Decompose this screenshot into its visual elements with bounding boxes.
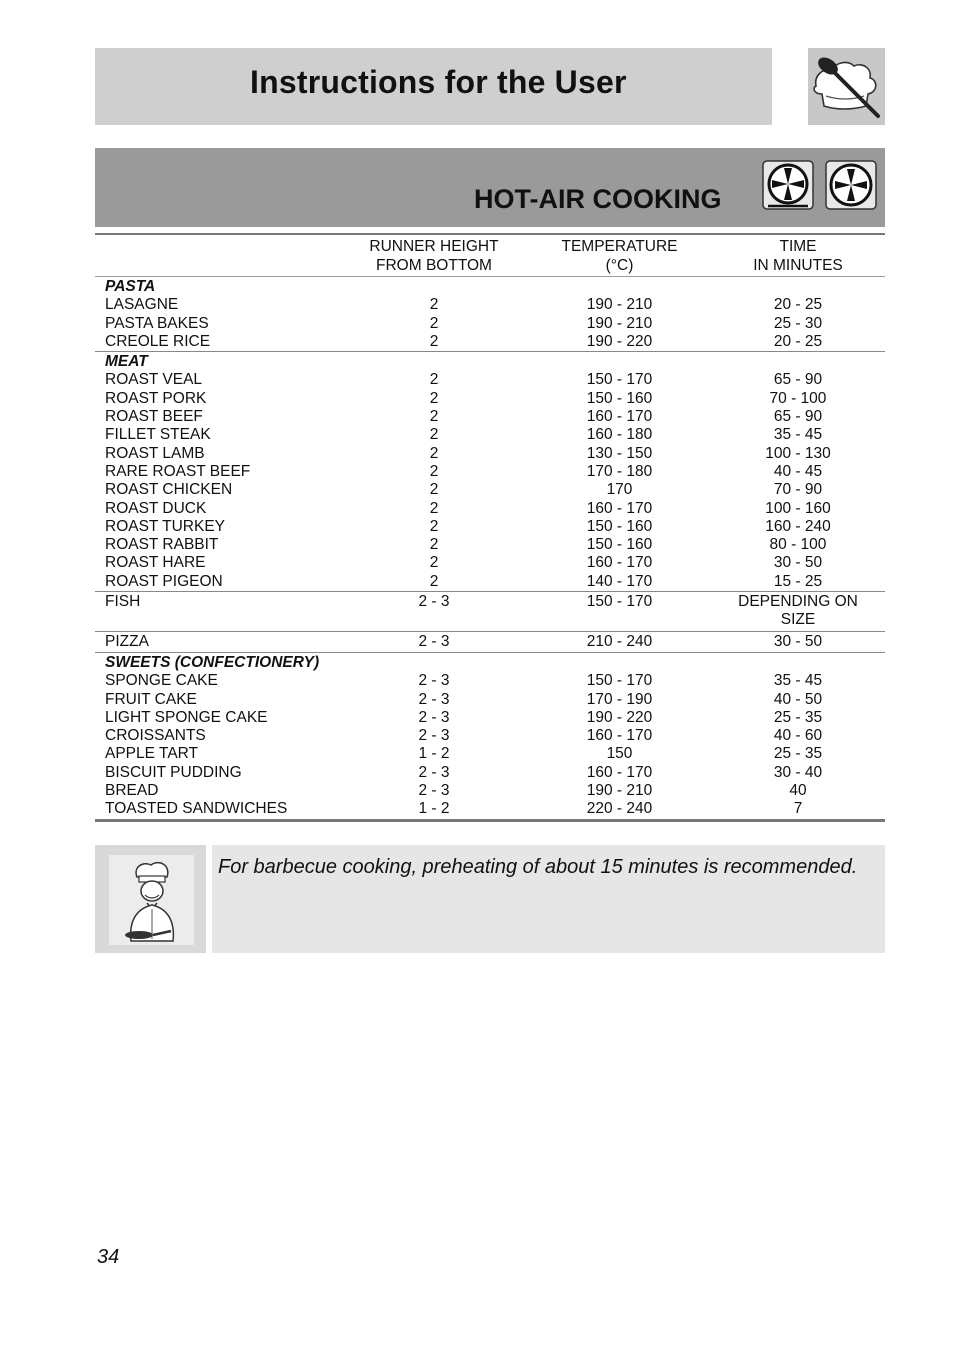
temperature-cell <box>528 333 711 352</box>
table-row <box>95 764 885 782</box>
runner-height-cell <box>340 672 528 690</box>
food-cell-text: ROAST HARE <box>105 554 206 572</box>
time-cell-text: 40 - 60 <box>773 727 823 745</box>
table-row <box>95 554 885 572</box>
temperature-cell-text: 160 - 170 <box>586 554 653 572</box>
table-row <box>95 445 885 463</box>
temperature-cell-text: 190 - 220 <box>586 708 653 726</box>
time-cell <box>711 445 885 463</box>
time-cell <box>711 333 885 352</box>
time-cell <box>711 408 885 426</box>
temperature-cell <box>528 672 711 690</box>
runner-height-cell <box>340 426 528 444</box>
food-cell-text: CREOLE RICE <box>105 332 211 350</box>
temperature-cell-text: 160 - 170 <box>586 499 653 517</box>
table-row <box>95 371 885 389</box>
food-cell-text: FRUIT CAKE <box>105 690 197 708</box>
temperature-cell-text: 190 - 210 <box>586 782 653 800</box>
runner-height-cell-text: 2 <box>429 572 439 590</box>
runner-height-cell <box>340 296 528 314</box>
runner-height-cell-text: 2 <box>429 296 439 314</box>
time-cell-text: 70 - 90 <box>773 481 823 499</box>
temperature-cell <box>528 296 711 314</box>
food-cell <box>95 672 340 690</box>
food-cell-text: FISH <box>105 593 141 611</box>
table-row <box>95 518 885 536</box>
temperature-cell-text: 190 - 220 <box>586 332 653 350</box>
runner-height-cell <box>340 500 528 518</box>
runner-height-header-line-2: FROM BOTTOM <box>376 257 492 274</box>
runner-height-cell <box>340 408 528 426</box>
temperature-cell-text: 160 - 170 <box>586 408 653 426</box>
time-cell <box>711 592 885 632</box>
table-body <box>95 277 885 819</box>
page-title: Instructions for the User <box>250 64 627 100</box>
food-cell-text: BREAD <box>105 782 159 800</box>
food-cell <box>95 296 340 314</box>
temperature-cell-text: 140 - 170 <box>586 572 653 590</box>
food-cell-text: ROAST LAMB <box>105 444 205 462</box>
food-cell <box>95 445 340 463</box>
food-cell <box>95 536 340 554</box>
food-cell-text: ROAST DUCK <box>105 499 207 517</box>
runner-height-cell <box>340 782 528 800</box>
temperature-cell-text: 150 - 160 <box>586 389 653 407</box>
time-cell-text: 35 - 45 <box>773 672 823 690</box>
runner-height-cell <box>340 371 528 389</box>
chef-icon <box>109 855 194 945</box>
food-cell-text: TOASTED SANDWICHES <box>105 800 288 818</box>
food-cell <box>95 592 340 632</box>
column-header-time <box>711 235 885 277</box>
time-cell <box>711 573 885 592</box>
time-cell-text: 25 - 35 <box>773 708 823 726</box>
table-row <box>95 691 885 709</box>
food-cell-text: FILLET STEAK <box>105 426 211 444</box>
food-cell-text: ROAST RABBIT <box>105 536 219 554</box>
temperature-cell-text: 150 - 160 <box>586 517 653 535</box>
temperature-cell <box>528 573 711 592</box>
time-cell-text: 30 - 50 <box>773 632 823 650</box>
temperature-cell <box>528 315 711 333</box>
runner-height-cell-text: 2 <box>429 389 439 407</box>
note-icon-box <box>95 845 206 953</box>
time-cell <box>711 500 885 518</box>
temperature-cell <box>528 408 711 426</box>
food-cell <box>95 371 340 389</box>
food-cell <box>95 800 340 818</box>
runner-height-cell-text: 1 - 2 <box>418 800 450 818</box>
table-row <box>95 573 885 592</box>
runner-height-cell <box>340 709 528 727</box>
runner-height-cell <box>340 518 528 536</box>
time-cell-text: 40 - 50 <box>773 690 823 708</box>
temperature-header-line-2: (°C) <box>605 257 634 274</box>
time-cell <box>711 463 885 481</box>
hot-air-fan-icon <box>825 160 877 210</box>
section-band <box>95 148 885 227</box>
table-row <box>95 727 885 745</box>
food-cell-text: LASAGNE <box>105 296 179 314</box>
time-cell-text: 15 - 25 <box>773 572 823 590</box>
time-cell-text: 30 - 50 <box>773 554 823 572</box>
food-cell <box>95 463 340 481</box>
time-cell-text: DEPENDING ON <box>738 593 858 611</box>
temperature-cell <box>528 463 711 481</box>
time-cell <box>711 481 885 499</box>
temperature-cell-text: 150 - 170 <box>586 672 653 690</box>
section-title: HOT-AIR COOKING <box>474 184 722 214</box>
food-cell-text: ROAST BEEF <box>105 408 203 426</box>
runner-height-cell <box>340 573 528 592</box>
runner-height-cell <box>340 745 528 763</box>
temperature-cell <box>528 745 711 763</box>
food-cell <box>95 631 340 652</box>
temperature-cell <box>528 500 711 518</box>
runner-height-cell-text: 2 - 3 <box>418 632 450 650</box>
time-cell <box>711 691 885 709</box>
time-cell <box>711 315 885 333</box>
runner-height-header-line-1: RUNNER HEIGHT <box>369 238 499 255</box>
category-row <box>95 277 885 297</box>
food-cell-text: ROAST PIGEON <box>105 572 223 590</box>
spoon-chef-hat-icon <box>808 48 885 125</box>
runner-height-cell <box>340 592 528 632</box>
time-cell <box>711 764 885 782</box>
table-header-row <box>95 235 885 277</box>
food-cell-text: APPLE TART <box>105 745 199 763</box>
food-cell-text: PIZZA <box>105 632 149 650</box>
time-cell-text: 7 <box>793 800 803 818</box>
food-cell-text: ROAST VEAL <box>105 371 203 389</box>
temperature-cell-text: 150 <box>606 745 633 763</box>
time-cell-text: 65 - 90 <box>773 408 823 426</box>
runner-height-cell-text: 2 <box>429 462 439 480</box>
runner-height-cell-text: 2 - 3 <box>418 763 450 781</box>
temperature-cell <box>528 536 711 554</box>
time-cell <box>711 371 885 389</box>
table-row <box>95 800 885 818</box>
runner-height-cell-text: 2 - 3 <box>418 672 450 690</box>
runner-height-cell-text: 2 - 3 <box>418 690 450 708</box>
table-row <box>95 745 885 763</box>
runner-height-cell <box>340 691 528 709</box>
time-cell <box>711 727 885 745</box>
cooking-table <box>95 233 885 822</box>
column-header-food <box>95 235 340 277</box>
temperature-cell <box>528 518 711 536</box>
temperature-cell <box>528 782 711 800</box>
hot-air-fan-icon <box>762 160 814 210</box>
runner-height-cell <box>340 445 528 463</box>
temperature-cell-text: 160 - 170 <box>586 763 653 781</box>
time-header-line-2: IN MINUTES <box>753 257 843 274</box>
time-cell-text: 70 - 100 <box>769 389 827 407</box>
runner-height-cell-text: 2 <box>429 314 439 332</box>
runner-height-cell-text: 2 <box>429 481 439 499</box>
runner-height-cell <box>340 554 528 572</box>
temperature-cell-text: 160 - 180 <box>586 426 653 444</box>
temperature-cell-text: 190 - 210 <box>586 314 653 332</box>
runner-height-cell-text: 2 - 3 <box>418 782 450 800</box>
category-label: SWEETS (CONFECTIONERY) <box>95 652 885 672</box>
runner-height-cell-text: 2 <box>429 332 439 350</box>
runner-height-cell-text: 2 <box>429 554 439 572</box>
food-cell-text: ROAST TURKEY <box>105 517 226 535</box>
table-row <box>95 426 885 444</box>
food-cell <box>95 573 340 592</box>
temperature-cell <box>528 554 711 572</box>
temperature-cell <box>528 800 711 818</box>
runner-height-cell-text: 2 <box>429 426 439 444</box>
food-cell-text: BISCUIT PUDDING <box>105 763 242 781</box>
temperature-cell <box>528 709 711 727</box>
food-cell-text: SPONGE CAKE <box>105 672 218 690</box>
food-cell <box>95 315 340 333</box>
temperature-cell-text: 160 - 170 <box>586 727 653 745</box>
food-cell <box>95 333 340 352</box>
time-cell-text: 35 - 45 <box>773 426 823 444</box>
food-cell-text: CROISSANTS <box>105 727 206 745</box>
food-cell <box>95 426 340 444</box>
category-label: MEAT <box>95 352 885 372</box>
time-cell-text: 40 <box>789 782 807 800</box>
temperature-cell <box>528 631 711 652</box>
time-cell-text: SIZE <box>780 611 816 629</box>
time-cell <box>711 745 885 763</box>
food-cell <box>95 709 340 727</box>
time-cell-text: 160 - 240 <box>765 517 831 535</box>
temperature-cell-text: 150 - 160 <box>586 536 653 554</box>
food-cell <box>95 745 340 763</box>
category-row <box>95 352 885 372</box>
temperature-cell <box>528 727 711 745</box>
time-cell-text: 20 - 25 <box>773 332 823 350</box>
time-cell <box>711 800 885 818</box>
food-cell <box>95 390 340 408</box>
time-cell <box>711 296 885 314</box>
runner-height-cell-text: 2 - 3 <box>418 708 450 726</box>
temperature-cell-text: 220 - 240 <box>586 800 653 818</box>
runner-height-cell-text: 1 - 2 <box>418 745 450 763</box>
note-text: For barbecue cooking, preheating of about 15 minutes is recommended. <box>218 856 858 878</box>
food-cell <box>95 727 340 745</box>
temperature-cell <box>528 764 711 782</box>
table-row <box>95 390 885 408</box>
food-cell <box>95 764 340 782</box>
runner-height-cell-text: 2 <box>429 371 439 389</box>
table-row <box>95 782 885 800</box>
time-cell-text: 25 - 35 <box>773 745 823 763</box>
temperature-cell-text: 130 - 150 <box>586 444 653 462</box>
page-number: 34 <box>97 1246 120 1268</box>
runner-height-cell <box>340 463 528 481</box>
time-cell-text: 100 - 160 <box>765 499 831 517</box>
table-row <box>95 592 885 632</box>
food-cell <box>95 554 340 572</box>
time-cell <box>711 390 885 408</box>
table-row <box>95 315 885 333</box>
time-cell-text: 80 - 100 <box>769 536 827 554</box>
time-cell <box>711 672 885 690</box>
table-row <box>95 672 885 690</box>
category-label: PASTA <box>105 278 156 295</box>
food-cell-text: PASTA BAKES <box>105 314 209 332</box>
time-cell <box>711 536 885 554</box>
table-row <box>95 296 885 314</box>
food-cell <box>95 782 340 800</box>
temperature-cell-text: 150 - 170 <box>586 593 653 611</box>
time-cell-text: 40 - 45 <box>773 462 823 480</box>
runner-height-cell <box>340 315 528 333</box>
runner-height-cell <box>340 481 528 499</box>
food-cell <box>95 518 340 536</box>
table-row <box>95 333 885 352</box>
runner-height-cell-text: 2 - 3 <box>418 593 450 611</box>
runner-height-cell <box>340 800 528 818</box>
temperature-cell-text: 170 <box>606 481 633 499</box>
time-cell <box>711 631 885 652</box>
table-row <box>95 408 885 426</box>
food-cell-text: RARE ROAST BEEF <box>105 462 251 480</box>
runner-height-cell <box>340 727 528 745</box>
table-row <box>95 631 885 652</box>
food-cell-text: ROAST CHICKEN <box>105 481 233 499</box>
temperature-header-line-1: TEMPERATURE <box>561 238 678 255</box>
table-row <box>95 709 885 727</box>
table-row <box>95 500 885 518</box>
temperature-cell <box>528 481 711 499</box>
runner-height-cell-text: 2 <box>429 499 439 517</box>
temperature-cell <box>528 691 711 709</box>
temperature-cell-text: 190 - 210 <box>586 296 653 314</box>
table-row <box>95 463 885 481</box>
temperature-cell-text: 150 - 170 <box>586 371 653 389</box>
runner-height-cell <box>340 764 528 782</box>
table-row <box>95 536 885 554</box>
temperature-cell-text: 170 - 190 <box>586 690 653 708</box>
runner-height-cell <box>340 333 528 352</box>
temperature-cell <box>528 371 711 389</box>
column-header-temperature <box>528 235 711 277</box>
temperature-cell-text: 170 - 180 <box>586 462 653 480</box>
time-cell-text: 30 - 40 <box>773 763 823 781</box>
temperature-cell <box>528 426 711 444</box>
category-row <box>95 652 885 672</box>
time-cell-text: 25 - 30 <box>773 314 823 332</box>
food-cell <box>95 500 340 518</box>
temperature-cell-text: 210 - 240 <box>586 632 653 650</box>
time-cell <box>711 782 885 800</box>
food-cell <box>95 481 340 499</box>
temperature-cell <box>528 390 711 408</box>
runner-height-cell-text: 2 - 3 <box>418 727 450 745</box>
time-header-line-1: TIME <box>779 238 817 255</box>
time-cell <box>711 518 885 536</box>
temperature-cell <box>528 592 711 632</box>
time-cell <box>711 554 885 572</box>
note-box <box>95 845 885 953</box>
time-cell <box>711 426 885 444</box>
food-cell <box>95 691 340 709</box>
runner-height-cell-text: 2 <box>429 517 439 535</box>
column-header-runner-height <box>340 235 528 277</box>
food-cell-text: ROAST PORK <box>105 389 207 407</box>
runner-height-cell <box>340 536 528 554</box>
runner-height-cell-text: 2 <box>429 408 439 426</box>
temperature-cell <box>528 445 711 463</box>
food-cell-text: LIGHT SPONGE CAKE <box>105 708 268 726</box>
time-cell <box>711 709 885 727</box>
note-text-box <box>212 845 885 953</box>
table-row <box>95 481 885 499</box>
food-cell <box>95 408 340 426</box>
runner-height-cell-text: 2 <box>429 444 439 462</box>
runner-height-cell-text: 2 <box>429 536 439 554</box>
runner-height-cell <box>340 390 528 408</box>
time-cell-text: 20 - 25 <box>773 296 823 314</box>
header-band <box>95 48 772 125</box>
time-cell-text: 65 - 90 <box>773 371 823 389</box>
time-cell-text: 100 - 130 <box>765 444 831 462</box>
runner-height-cell <box>340 631 528 652</box>
